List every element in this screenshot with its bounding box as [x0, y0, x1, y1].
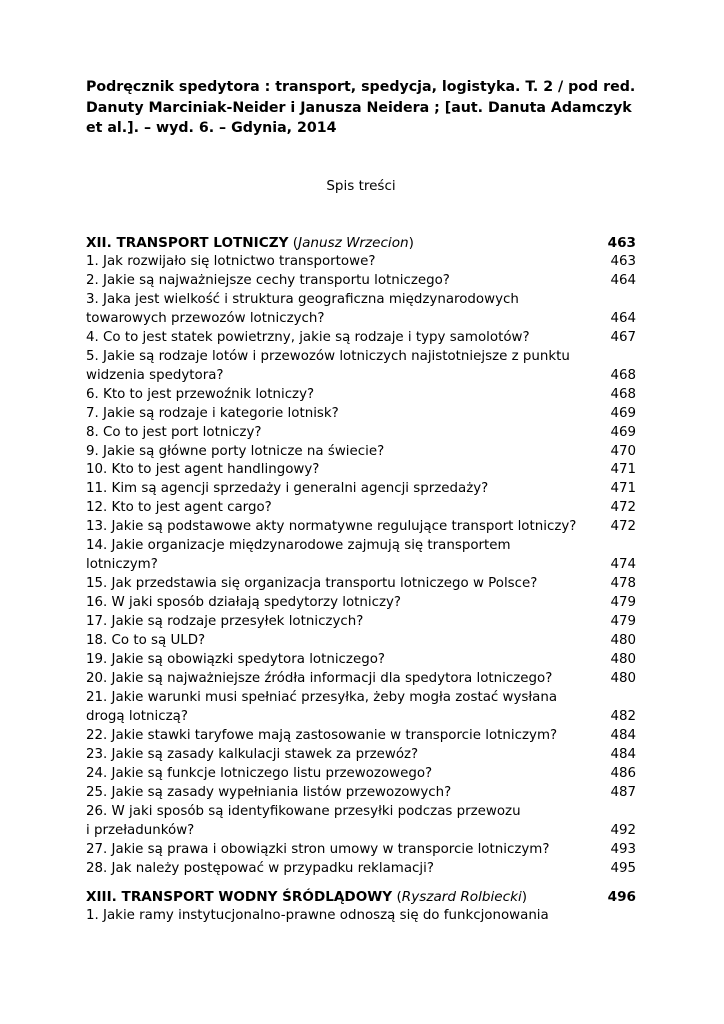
toc-entry-title: 7. Jakie są rodzaje i kategorie lotnisk? [86, 405, 339, 421]
toc-entry-page: 469 [610, 405, 636, 421]
bibliographic-citation: Podręcznik spedytora : transport, spedycja, logistyka. T. 2 / pod red. Danuty Marciniak-Neider i Janusza Neidera ; [aut. Danuta Adamczyk et al.]. – wyd. 6. – Gdynia, 2014 [86, 79, 636, 136]
toc-entry [86, 860, 636, 879]
toc-entry [86, 594, 636, 613]
toc-entry [86, 632, 636, 651]
toc-entry-page: 478 [610, 576, 636, 592]
toc-entry [86, 575, 636, 594]
toc-entry-page: 472 [610, 519, 636, 535]
toc-entry [86, 348, 636, 386]
toc-entry-title: 18. Co to są ULD? [86, 633, 206, 649]
section-page-number: 463 [607, 235, 636, 251]
toc-entry-title: 8. Co to jest port lotniczy? [86, 424, 262, 440]
toc-entry-page: 486 [610, 765, 636, 781]
toc-entry [86, 480, 636, 499]
toc-entry-page: 464 [610, 272, 636, 288]
section-heading-label [86, 888, 527, 907]
toc-entry-title: 3. Jaka jest wielkość i struktura geograficzna międzynarodowych towarowych przewozów lotniczych? [86, 291, 519, 326]
toc-entries [86, 907, 636, 926]
toc-entry-title: 5. Jakie są rodzaje lotów i przewozów lotniczych najistotniejsze z punktu widzenia spedytora? [86, 348, 570, 383]
section-heading [86, 234, 636, 253]
toc-entry-title: 27. Jakie są prawa i obowiązki stron umowy w transporcie lotniczym? [86, 841, 550, 857]
toc-entry-page: 495 [610, 860, 636, 876]
toc-entry-page: 472 [610, 500, 636, 516]
toc-entry-page: 463 [610, 254, 636, 269]
section-author: Janusz Wrzecion [298, 235, 409, 251]
toc-entry [86, 518, 636, 537]
toc-entries [86, 253, 636, 878]
toc-heading: Spis treści [326, 178, 396, 194]
toc-entry [86, 386, 636, 405]
toc-entry [86, 803, 636, 841]
toc-entry-page: 480 [610, 633, 636, 649]
section-heading-label [86, 234, 414, 253]
toc-entry-title: 24. Jakie są funkcje lotniczego listu przewozowego? [86, 765, 433, 781]
toc-entry-page: 470 [610, 443, 636, 459]
section-heading [86, 888, 636, 907]
toc-entry [86, 537, 636, 575]
section-author-open-paren: ( [292, 235, 299, 251]
toc-entry-title: 22. Jakie stawki taryfowe mają zastosowanie w transporcie lotniczym? [86, 727, 558, 743]
toc-entry-title: 6. Kto to jest przewoźnik lotniczy? [86, 386, 315, 402]
toc-entry-title: 13. Jakie są podstawowe akty normatywne regulujące transport lotniczy? [86, 519, 577, 535]
toc-entry [86, 651, 636, 670]
toc-entry [86, 765, 636, 784]
toc-entry-page: 479 [610, 614, 636, 630]
toc-entry-title: 16. W jaki sposób działają spedytorzy lotniczy? [86, 595, 402, 611]
toc-entry-title: 25. Jakie są zasady wypełniania listów przewozowych? [86, 784, 452, 800]
toc-entry-title: 19. Jakie są obowiązki spedytora lotniczego? [86, 652, 385, 668]
toc-entry [86, 727, 636, 746]
toc-section [86, 234, 636, 878]
toc-entry [86, 499, 636, 518]
toc-entry [86, 443, 636, 462]
toc-entry-page: 471 [610, 481, 636, 497]
section-page-number: 496 [607, 889, 636, 905]
section-author-open-paren: ( [396, 889, 402, 905]
toc-entry [86, 253, 636, 272]
toc-entry [86, 461, 636, 480]
toc-entry-page: 464 [610, 310, 636, 326]
toc-entry-page: 474 [610, 557, 636, 573]
toc-entry-title: 1. Jak rozwijało się lotnictwo transportowe? [86, 254, 376, 269]
toc-entry-title: 26. W jaki sposób są identyfikowane przesyłki podczas przewozu i przeładunków? [86, 803, 521, 838]
toc-entry-page: 484 [610, 727, 636, 743]
toc-entry-title: 23. Jakie są zasady kalkulacji stawek za przewóz? [86, 746, 419, 762]
toc-entry-title: 9. Jakie są główne porty lotnicze na świecie? [86, 443, 385, 459]
toc-entry-page: 468 [610, 367, 636, 383]
section-title: XIII. TRANSPORT WODNY ŚRÓDLĄDOWY [86, 889, 393, 905]
toc-entry-page: 469 [610, 424, 636, 440]
toc-entry-page: 480 [610, 652, 636, 668]
toc-entry-title: 11. Kim są agencji sprzedaży i generalni agencji sprzedaży? [86, 481, 489, 497]
toc-entry-title: 14. Jakie organizacje międzynarodowe zajmują się transportem lotniczym? [86, 538, 511, 573]
toc-entry-title: 28. Jak należy postępować w przypadku reklamacji? [86, 860, 434, 876]
toc-entry [86, 405, 636, 424]
toc-entry-page: 468 [610, 386, 636, 402]
section-author-close-paren: ) [408, 235, 414, 251]
toc-entry [86, 670, 636, 689]
toc-entry-page: 492 [610, 822, 636, 838]
section-title: XII. TRANSPORT LOTNICZY [86, 235, 289, 251]
toc-entry-title: 17. Jakie są rodzaje przesyłek lotniczych? [86, 614, 364, 630]
toc-entry-page: 471 [610, 462, 636, 478]
toc-entry [86, 272, 636, 291]
toc-entry [86, 784, 636, 803]
toc-entry-page: 482 [610, 708, 636, 724]
toc-entry-page: 479 [610, 595, 636, 611]
toc-entry-page: 493 [610, 841, 636, 857]
toc-section [86, 888, 636, 926]
toc-entry [86, 746, 636, 765]
toc-entry-page: 467 [610, 329, 636, 345]
toc-entry-title: 4. Co to jest statek powietrzny, jakie są rodzaje i typy samolotów? [86, 329, 530, 345]
toc-entry-page: 487 [610, 784, 636, 800]
toc-entry [86, 907, 636, 926]
toc-entry [86, 613, 636, 632]
toc-entry [86, 291, 636, 329]
toc-entry [86, 424, 636, 443]
toc-entry [86, 689, 636, 727]
toc-entry-title: 20. Jakie są najważniejsze źródła informacji dla spedytora lotniczego? [86, 670, 553, 686]
toc-entry-title: 12. Kto to jest agent cargo? [86, 500, 272, 516]
toc-entry [86, 329, 636, 348]
toc-entry-title: 10. Kto to jest agent handlingowy? [86, 462, 320, 478]
toc-entry [86, 841, 636, 860]
toc-entry-title: 15. Jak przedstawia się organizacja transportu lotniczego w Polsce? [86, 576, 538, 592]
toc-entry-title: 21. Jakie warunki musi spełniać przesyłka, żeby mogła zostać wysłana drogą lotniczą? [86, 689, 558, 724]
section-author-close-paren: ) [521, 889, 528, 905]
section-author: Ryszard Rolbiecki [401, 889, 522, 905]
toc-entry-page: 480 [610, 670, 636, 686]
toc-entry-page: 484 [610, 746, 636, 762]
toc-entry-title: 1. Jakie ramy instytucjonalno-prawne odnoszą się do funkcjonowania [86, 908, 549, 923]
toc-entry-title: 2. Jakie są najważniejsze cechy transportu lotniczego? [86, 272, 450, 288]
